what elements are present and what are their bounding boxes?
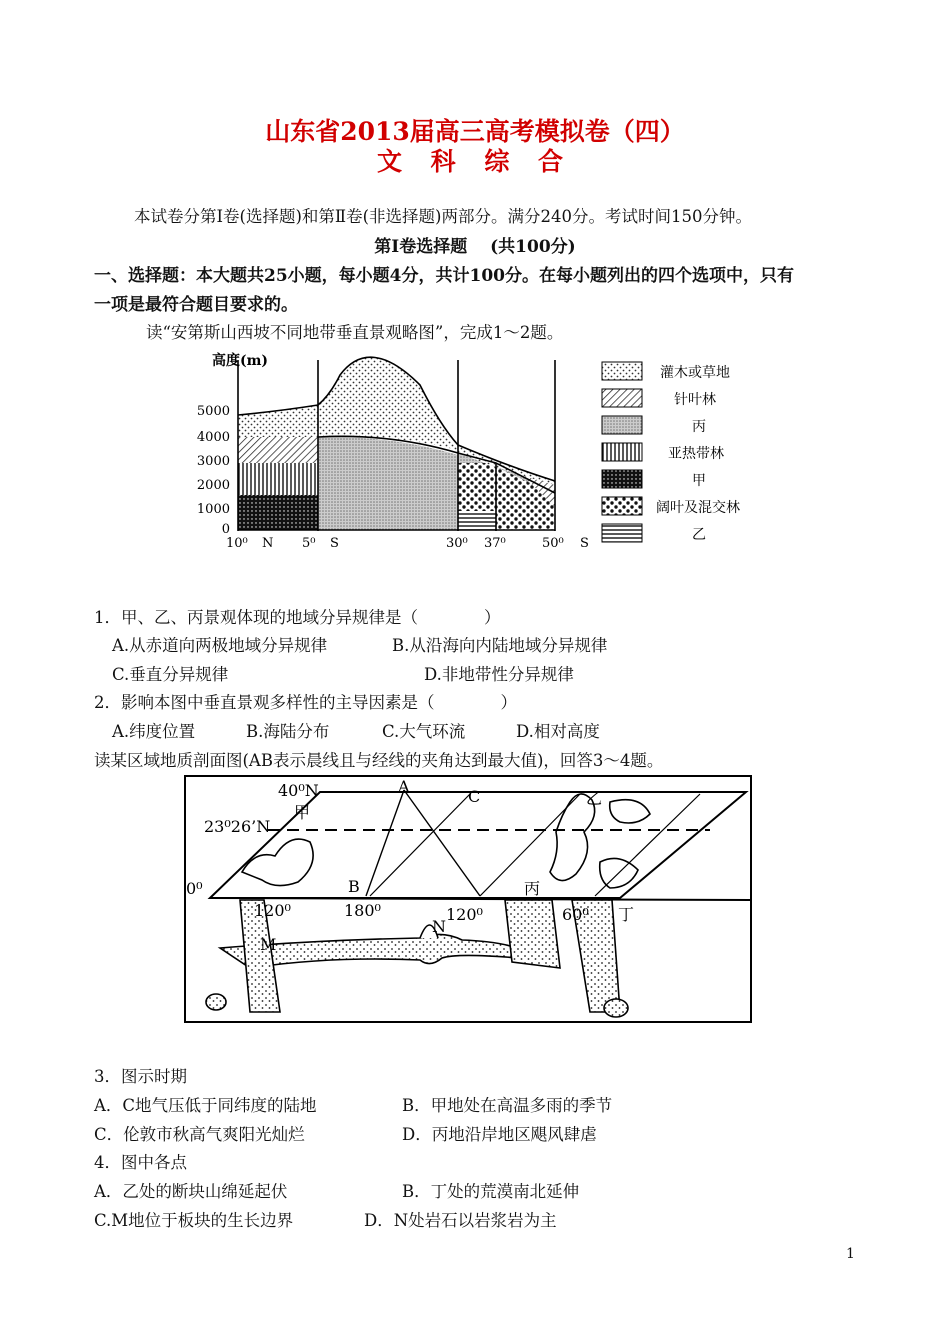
y-axis-label: 高度(m): [212, 353, 269, 369]
q2-option-a: A.纬度位置: [112, 722, 196, 741]
x-tick-n: N: [262, 536, 274, 551]
q4-option-d: D．N处岩石以岩浆岩为主: [364, 1211, 557, 1230]
label-point-a: A: [398, 777, 410, 796]
q3-option-a: A．C地气压低于同纬度的陆地: [94, 1096, 317, 1115]
q2-option-d: D.相对高度: [516, 722, 600, 741]
section-heading: 第Ⅰ卷选择题 (共100分): [374, 237, 576, 257]
x-tick-5: 5⁰: [302, 536, 316, 551]
legend-swatch-yi: [602, 524, 642, 542]
q2-option-b: B.海陆分布: [246, 722, 330, 741]
label-jia: 甲: [294, 803, 311, 822]
q4-option-a: A．乙处的断块山绵延起伏: [94, 1182, 288, 1201]
q3-option-c: C．伦敦市秋高气爽阳光灿烂: [94, 1125, 305, 1144]
label-yi: 乙: [586, 789, 603, 808]
x-tick-10n: 10⁰: [226, 536, 248, 551]
q3-option-d: D．丙地沿岸地区飓风肆虐: [402, 1125, 597, 1144]
legend-label-yi: 乙: [692, 527, 706, 543]
geologic-profile-figure: [180, 772, 760, 1034]
instruction-line-2: 一项是最符合题目要求的。: [94, 295, 298, 315]
q2-stem: 2．影响本图中垂直景观多样性的主导因素是（ ）: [94, 693, 517, 712]
q1-option-c: C.垂直分异规律: [112, 665, 229, 684]
label-m: M: [260, 935, 277, 954]
label-lat-40n: 40⁰N: [278, 781, 319, 800]
x-tick-s2: S: [580, 536, 589, 551]
legend-swatch-mixed: [602, 497, 642, 515]
andes-zonation-figure: [190, 345, 770, 560]
read-prompt-2: 读某区域地质剖面图(AB表示晨线且与经线的夹角达到最大值)，回答3～4题。: [94, 751, 664, 770]
legend-label-jia: 甲: [692, 473, 706, 489]
document-subtitle: 文 科 综 合: [376, 147, 574, 176]
intro-text: 本试卷分第Ⅰ卷(选择题)和第Ⅱ卷(非选择题)两部分。满分240分。考试时间150分钟。: [134, 207, 752, 226]
y-tick-5000: 5000: [196, 404, 230, 419]
label-ding: 丁: [618, 905, 635, 924]
legend-label-conifer: 针叶林: [674, 392, 716, 408]
q1-stem: 1．甲、乙、丙景观体现的地域分异规律是（ ）: [94, 608, 501, 627]
legend-swatch-bing: [602, 416, 642, 434]
q4-option-b: B．丁处的荒漠南北延伸: [402, 1182, 580, 1201]
label-lon-120w: 120⁰: [254, 901, 291, 920]
label-0-deg: 0⁰: [186, 879, 203, 898]
legend-swatch-jia: [602, 470, 642, 488]
q3-stem: 3．图示时期: [94, 1067, 187, 1086]
label-lon-120e: 120⁰: [446, 905, 483, 924]
document-title: 山东省2013届高三高考模拟卷（四）: [265, 117, 685, 146]
label-lon-180: 180⁰: [344, 901, 381, 920]
label-point-b: B: [348, 877, 360, 896]
q4-option-c: C.M地位于板块的生长边界: [94, 1211, 294, 1230]
y-tick-3000: 3000: [196, 454, 230, 469]
label-n: N: [432, 917, 446, 936]
y-tick-0: 0: [221, 522, 230, 537]
label-lon-60: 60⁰: [562, 905, 589, 924]
read-prompt-1: 读“安第斯山西坡不同地带垂直景观略图”，完成1～2题。: [146, 323, 564, 342]
x-tick-s: S: [330, 536, 339, 551]
q1-option-d: D.非地带性分异规律: [424, 665, 574, 684]
x-tick-37: 37⁰: [484, 536, 506, 551]
legend-label-mixed: 阔叶及混交林: [656, 500, 740, 516]
label-bing: 丙: [524, 879, 541, 898]
q1-option-b: B.从沿海向内陆地域分异规律: [392, 636, 608, 655]
x-tick-50: 50⁰: [542, 536, 564, 551]
instruction-line-1: 一、选择题：本大题共25小题，每小题4分，共计100分。在每小题列出的四个选项中，只有: [94, 266, 794, 286]
legend-swatch-subtropical: [602, 443, 642, 461]
legend-label-bing: 丙: [692, 419, 706, 435]
x-tick-30: 30⁰: [446, 536, 468, 551]
q4-stem: 4．图中各点: [94, 1153, 187, 1172]
legend-swatch-shrub: [602, 362, 642, 380]
y-tick-4000: 4000: [196, 430, 230, 445]
y-tick-2000: 2000: [196, 478, 230, 493]
label-lat-23: 23⁰26’N: [204, 817, 271, 836]
legend-swatch-conifer: [602, 389, 642, 407]
page-number: 1: [846, 1246, 855, 1262]
q1-option-a: A.从赤道向两极地域分异规律: [112, 636, 328, 655]
zone-shapes: [238, 357, 555, 530]
label-point-c: C: [468, 787, 481, 806]
q2-option-c: C.大气环流: [382, 722, 466, 741]
y-tick-1000: 1000: [196, 502, 230, 517]
legend-label-subtropical: 亚热带林: [668, 446, 724, 462]
legend-label-shrub: 灌木或草地: [660, 365, 730, 381]
q3-option-b: B．甲地处在高温多雨的季节: [402, 1096, 613, 1115]
